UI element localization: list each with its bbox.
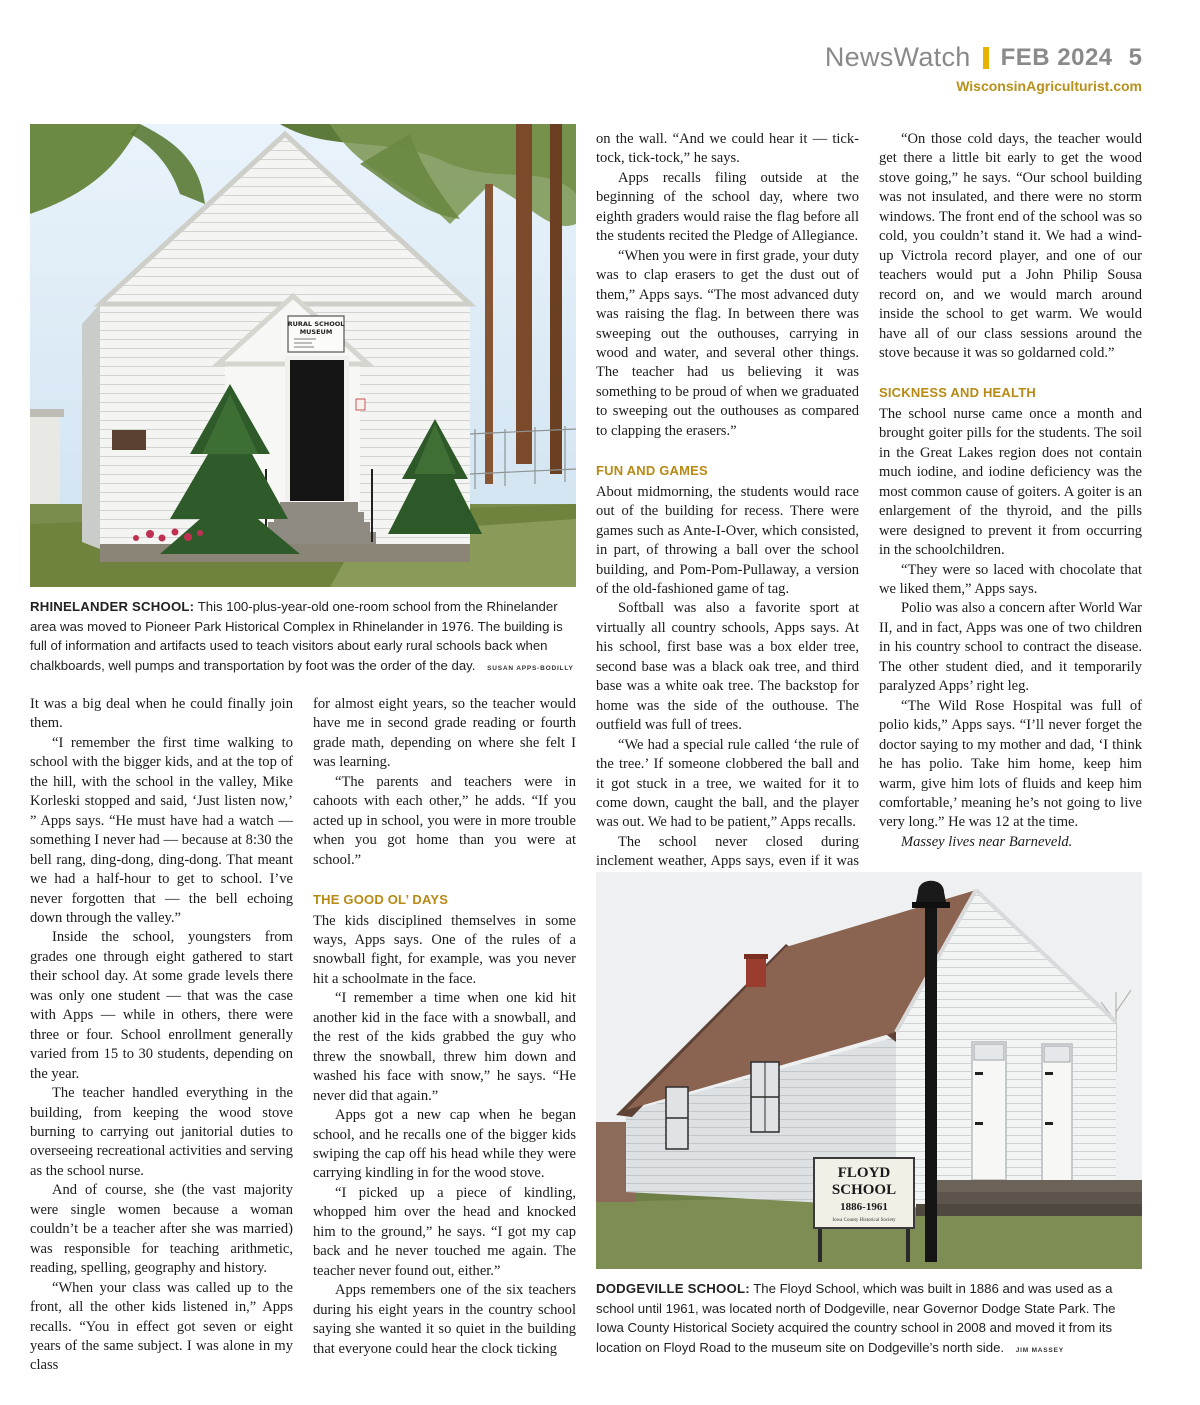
paragraph: About midmorning, the students would race out of the building for recess. There were games such as Ante-I-Over, which consisted, in part, of throwing a ball over the school building, and Pom-Pom-Pullaway, a version of the old-fashioned game of tag. bbox=[596, 483, 859, 597]
paragraph: on the wall. “And we could hear it — tick-tock, tick-tock,” he says. bbox=[596, 131, 859, 167]
caption-text: The Floyd School, which was built in 1886 and was used as a school until 1961, was located north of Dodgeville, near Governor Dodge State Park. The Iowa County Historical Society acquired the country school in 2008 and moved it from its location on Floyd Road to the museum site on Dodgeville’s north side. bbox=[596, 1281, 1116, 1355]
floyd-sign-line4: Iowa County Historical Society bbox=[832, 1218, 896, 1223]
paragraph: “When you were in first grade, your duty was to clap erasers to get the dust out of them,” Apps says. “The most advanced duty was raising the flag. In between there was sweeping out the outhouses, carrying in wood and water, and several other things. The teacher had us believing it was something to be proud of when we graduated to sweeping out the outhouses as compared to clapping the erasers.” bbox=[596, 247, 859, 439]
floyd-sign-line3: 1886-1961 bbox=[840, 1201, 888, 1213]
paragraph: “I remember the first time walking to school with the bigger kids, and at the top of the hill, with the school in the valley, Mike Korleski stopped and said, ‘Just listen now,’ ” Apps says. “He must have had a watch — something I never had — because at 8:30 the bell rang, ding-dong, ding-dong. That meant we had a half-hour to get to school. I’ve never forgotten that — the bell echoing down through the valley.” bbox=[30, 734, 293, 926]
photo-credit: SUSAN APPS-BODILLY bbox=[487, 664, 574, 672]
article-column-4 bbox=[879, 130, 1142, 852]
header-divider bbox=[983, 47, 989, 69]
rhinelander-photo-illustration bbox=[30, 124, 576, 587]
paragraph: Apps remembers one of the six teachers during his eight years in the country school saying she wanted it so quiet in the building that everyone could hear the clock ticking bbox=[313, 1282, 576, 1357]
paragraph: “We had a special rule called ‘the rule of the tree.’ If someone clobbered the ball and it got stuck in a tree, we waited for it to come down, caught the ball, and the player was out. We had to be patient,” Apps recalls. bbox=[596, 736, 859, 831]
paragraph: The school never closed during inclement weather, Apps says, even if it was bbox=[596, 833, 859, 870]
rhinelander-photo-caption bbox=[30, 597, 578, 678]
paragraph: “I remember a time when one kid hit another kid in the face with a snowball, and the rest of the kids grabbed the guy who threw the snowball, threw him down and washed his face with snow,” he says. “He never did that again.” bbox=[313, 990, 576, 1104]
paragraph: And of course, she (the vast majority were single women because a woman couldn’t be a teacher after she was married) was responsible for teaching arithmetic, reading, spelling, geography and history. bbox=[30, 1182, 293, 1277]
paragraph: Inside the school, youngsters from grades one through eight gathered to start their school day. At some grade levels there was only one student — that was the case with Apps — while in others, there were three or four. School enrollment generally varied from 15 to 30 students, depending on the year. bbox=[30, 929, 293, 1082]
rhinelander-school-photo bbox=[30, 124, 576, 587]
dodgeville-school-photo bbox=[596, 872, 1142, 1269]
paragraph: The teacher handled everything in the building, from keeping the wood stove burning to carrying out janitorial duties to overseeing recreational activities and serving as the school nurse. bbox=[30, 1085, 293, 1179]
paragraph: Apps got a new cap when he began school, and he recalls one of the bigger kids swiping the cap off his head while they were carrying kindling in for the wood stove. bbox=[313, 1107, 576, 1182]
paragraph: “I picked up a piece of kindling, whopped him over the head and knocked him to the ground,” he says. “I got my cap back and he never touched me again. The teacher never found out, either.” bbox=[313, 1184, 576, 1279]
floyd-sign-line1: FLOYD bbox=[837, 1165, 891, 1181]
website-url: WisconsinAgriculturist.com bbox=[956, 78, 1142, 94]
paragraph: The kids disciplined themselves in some ways, Apps says. One of the rules of a snowball fight, for example, was you never hit a schoolmate in the face. bbox=[313, 912, 576, 987]
article-column-2 bbox=[313, 695, 576, 1359]
paragraph: Polio was also a concern after World War II, and in fact, Apps was one of two children in his country school to contract the disease. The other student died, and it temporarily paralyzed Apps’ right leg. bbox=[879, 600, 1142, 695]
dodgeville-photo-illustration bbox=[596, 872, 1142, 1269]
paragraph: “The Wild Rose Hospital was full of polio kids,” Apps says. “I’ll never forget the doctor saying to my mother and dad, ‘I think he has polio. Take him home, keep him warm, give him lots of fluids and keep him comfortable,’ meaning he’s not going to live very long.” He was 12 at the time. bbox=[879, 697, 1142, 831]
paragraph: The school nurse came once a month and brought goiter pills for the students. The soil in the Great Lakes region does not contain much iodine, and iodine deficiency was the most common cause of goiters. A goiter is an enlargement of the thyroid, and the pills were designed to prevent it from occurring in the schoolchildren. bbox=[879, 405, 1142, 559]
photo-credit: JIM MASSEY bbox=[1015, 1346, 1064, 1354]
author-signoff: Massey lives near Barneveld. bbox=[901, 833, 1073, 850]
caption-lead: RHINELANDER SCHOOL: bbox=[30, 599, 195, 614]
issue-date: FEB 2024 bbox=[1000, 43, 1113, 71]
header-line bbox=[825, 44, 1142, 71]
publication-name: NewsWatch bbox=[824, 42, 971, 72]
paragraph: “On those cold days, the teacher would get there a little bit early to get the wood stove going,” he says. “Our school building was not insulated, and there were no storm windows. The front end of the school was so cold, you couldn’t stand it. We had a wind-up Victrola record player, and one of our teachers would put a John Philip Sousa record on, and we would march around inside the school to get warm. We would have all of our class sessions around the stove because it was so goldarned cold.” bbox=[879, 131, 1142, 361]
page-number: 5 bbox=[1128, 43, 1142, 71]
caption-lead: DODGEVILLE SCHOOL: bbox=[596, 1281, 750, 1296]
paragraph: for almost eight years, so the teacher would have me in second grade reading or fourth grade math, depending on where she felt I was learning. bbox=[313, 696, 576, 771]
article-column-1 bbox=[30, 695, 293, 1376]
caption-text: This 100-plus-year-old one-room school from the Rhinelander area was moved to Pioneer Park Historical Complex in Rhinelander in 1976. The building is full of information and artifacts used to teach visitors about early rural schools back when chalkboards, well pumps and transportation by foot was the order of the day. bbox=[30, 599, 563, 673]
paragraph: “When your class was called up to the front, all the other kids listened in,” Apps recalls. “You in effect got seven or eight years of the same subject. I was alone in my class bbox=[30, 1279, 293, 1374]
paragraph: It was a big deal when he could finally join them. bbox=[30, 696, 293, 732]
dodgeville-photo-caption bbox=[596, 1279, 1144, 1360]
museum-sign-line1: RURAL SCHOOL bbox=[287, 320, 345, 328]
article-column-3 bbox=[596, 130, 859, 930]
section-heading: THE GOOD OL’ DAYS bbox=[313, 892, 449, 908]
section-heading: SICKNESS AND HEALTH bbox=[879, 385, 1036, 401]
paragraph: Apps recalls filing outside at the beginning of the school day, where two eighth graders would raise the flag before all the students recited the Pledge of Allegiance. bbox=[596, 169, 859, 245]
paragraph: Softball was also a favorite sport at virtually all country schools, Apps says. At his school, first base was a box elder tree, second base was a black oak tree, and third base was a white oak tree. The backstop for home was the side of the outhouse. The outfield was full of trees. bbox=[596, 600, 859, 734]
page-header bbox=[825, 44, 1142, 94]
section-heading: FUN AND GAMES bbox=[596, 463, 708, 479]
paragraph: “They were so laced with chocolate that we liked them,” Apps says. bbox=[879, 561, 1142, 597]
museum-sign-line2: MUSEUM bbox=[299, 328, 333, 336]
paragraph: “The parents and teachers were in cahoots with each other,” he adds. “If you acted up in school, you were in more trouble when you got home than you were at school.” bbox=[313, 773, 576, 868]
floyd-sign-line2: SCHOOL bbox=[831, 1182, 897, 1198]
